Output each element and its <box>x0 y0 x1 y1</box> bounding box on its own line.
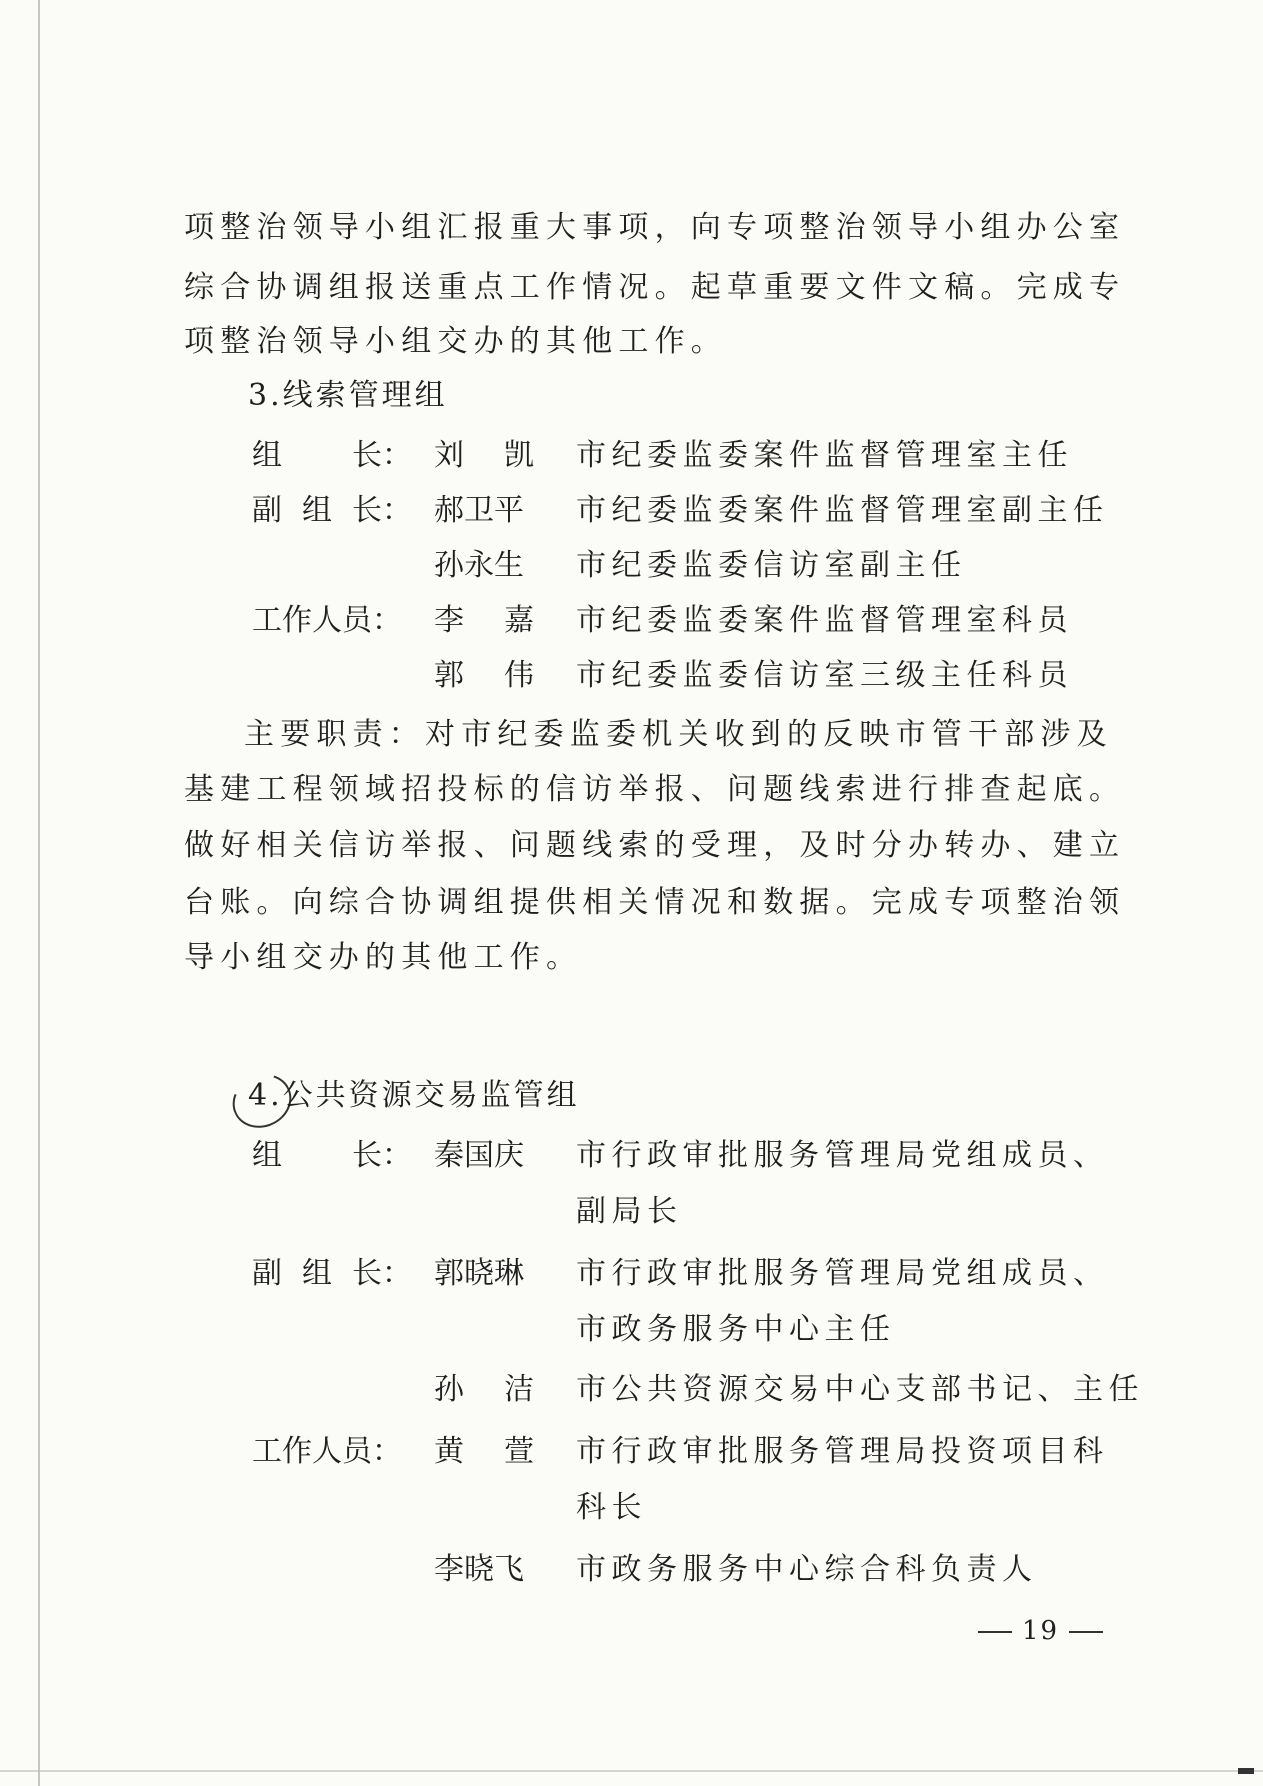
section-heading: 4.公共资源交易监管组 <box>248 1078 580 1113</box>
role-label: 组 长： <box>252 1138 412 1173</box>
person-name: 郭 伟 <box>434 658 534 693</box>
role-label: 组 长： <box>252 438 412 473</box>
person-title: 市纪委监委案件监督管理室科员 <box>576 603 1073 638</box>
person-title: 副局长 <box>576 1194 683 1229</box>
person-title: 市公共资源交易中心支部书记、主任 <box>576 1372 1144 1407</box>
person-name: 孙 洁 <box>434 1372 534 1407</box>
role-label: 工作人员： <box>252 603 402 638</box>
paragraph-line: 综合协调组报送重点工作情况。起草重要文件文稿。完成专 <box>184 270 1126 305</box>
dash-left <box>978 1631 1012 1633</box>
person-name: 秦国庆 <box>434 1138 524 1173</box>
person-title: 市纪委监委信访室副主任 <box>576 548 967 583</box>
person-name: 刘 凯 <box>434 438 534 473</box>
scan-edge-bottom <box>0 1770 1263 1772</box>
person-title: 市纪委监委案件监督管理室副主任 <box>576 493 1109 528</box>
person-name: 郝卫平 <box>434 493 524 528</box>
section-heading: 3.线索管理组 <box>248 378 448 413</box>
person-title: 科长 <box>576 1490 647 1525</box>
person-title: 市行政审批服务管理局党组成员、 <box>576 1256 1109 1291</box>
corner-scan-mark <box>1238 1768 1254 1774</box>
page-number-value: 19 <box>1022 1616 1060 1646</box>
role-label: 工作人员： <box>252 1434 402 1469</box>
person-name: 李晓飞 <box>434 1552 524 1587</box>
duties-line: 做好相关信访举报、问题线索的受理，及时分办转办、建立 <box>184 828 1126 863</box>
paragraph-line: 项整治领导小组交办的其他工作。 <box>184 324 727 359</box>
person-title: 市行政审批服务管理局党组成员、 <box>576 1138 1109 1173</box>
person-title: 市纪委监委案件监督管理室主任 <box>576 438 1073 473</box>
person-title: 市纪委监委信访室三级主任科员 <box>576 658 1073 693</box>
duties-line: 基建工程领域招投标的信访举报、问题线索进行排查起底。 <box>184 772 1126 807</box>
role-label: 副 组 长： <box>252 1256 412 1291</box>
person-name: 孙永生 <box>434 548 524 583</box>
duties-line: 台账。向综合协调组提供相关情况和数据。完成专项整治领 <box>184 885 1126 920</box>
person-title: 市政务服务中心综合科负责人 <box>576 1552 1038 1587</box>
duties-line: 主要职责：对市纪委监委机关收到的反映市管干部涉及 <box>244 717 1113 752</box>
person-name: 郭晓琳 <box>434 1256 524 1291</box>
person-name: 黄 萱 <box>434 1434 534 1469</box>
duties-line: 导小组交办的其他工作。 <box>184 940 583 975</box>
paragraph-line: 项整治领导小组汇报重大事项，向专项整治领导小组办公室 <box>184 210 1126 245</box>
person-title: 市行政审批服务管理局投资项目科 <box>576 1434 1109 1469</box>
dash-right <box>1069 1631 1103 1633</box>
person-name: 李 嘉 <box>434 603 534 638</box>
role-label: 副 组 长： <box>252 493 412 528</box>
person-title: 市政务服务中心主任 <box>576 1312 896 1347</box>
page-number <box>968 1614 1113 1648</box>
scan-edge-left <box>38 0 40 1786</box>
